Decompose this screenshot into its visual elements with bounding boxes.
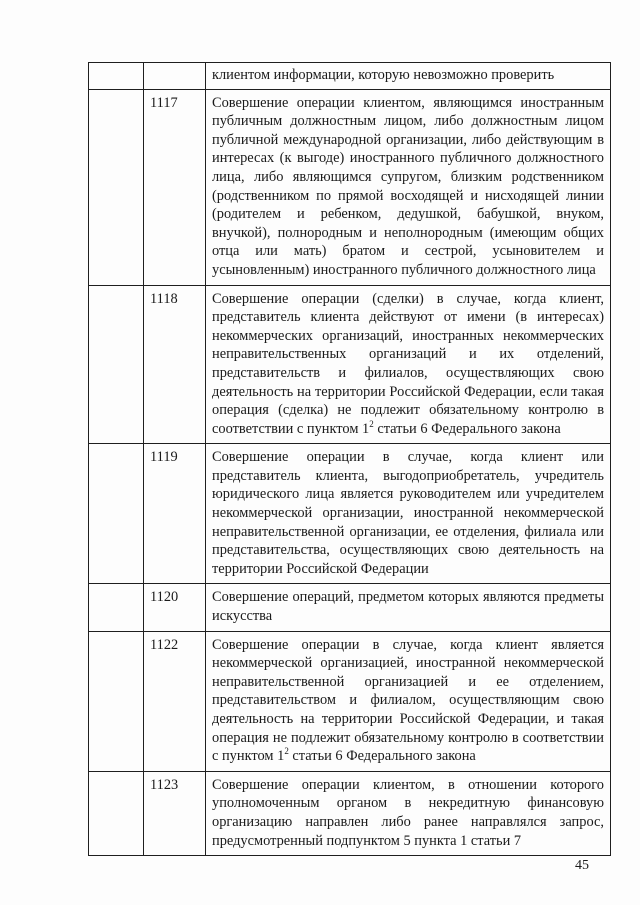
- blank-cell: [89, 631, 144, 771]
- code-cell: 1118: [144, 285, 206, 444]
- blank-cell: [89, 771, 144, 855]
- code-cell: [144, 63, 206, 90]
- blank-cell: [89, 444, 144, 584]
- table-row: [89, 771, 611, 855]
- description-text-tail: статьи 6 Федерального закона: [288, 748, 476, 765]
- description-cell: Совершение операции клиентом, в отношении которого уполномоченным органом в некредитную финансовую организацию направлен либо ранее направлялся запрос, предусмотренный подпунктом 5 пункта 1 статьи 7: [206, 771, 611, 855]
- description-text: Совершение операции в случае, когда клиент является некоммерческой организацией, иностранной некоммерческой неправительственной организацией и ее отделением, представительством и филиалом, осуществляющим свою деятельность на территории Российской Федерации, и такая операция не подлежит обязательному контролю в соответствии с пунктом 1: [212, 636, 604, 765]
- description-cell: [206, 631, 611, 771]
- description-text-tail: статьи 6 Федерального закона: [373, 420, 561, 437]
- blank-cell: [89, 63, 144, 90]
- description-cell: Совершение операции в случае, когда клиент или представитель клиента, выгодоприобретатель, учредитель юридического лица является руководителем или учредителем некоммерческой организации, иностранной некоммерческой неправительственной организации, ее отделения, филиала или представительства, осуществляющих свою деятельность на территории Российской Федерации: [206, 444, 611, 584]
- superscript: 2: [284, 746, 289, 757]
- table-row: [89, 631, 611, 771]
- blank-cell: [89, 89, 144, 285]
- description-text: Совершение операции (сделки) в случае, когда клиент, представитель клиента действуют от имени (в интересах) некоммерческих организаций, иностранных некоммерческих неправительственных организаций и их отделений, представительств и филиалов, осуществляющих свою деятельность на территории Российской Федерации, если такая операция (сделка) не подлежит обязательному контролю в соответствии с пунктом 1: [212, 290, 604, 437]
- page-number: 45: [575, 858, 589, 873]
- table-row: [89, 63, 611, 90]
- code-cell: 1120: [144, 584, 206, 631]
- code-cell: 1122: [144, 631, 206, 771]
- table-row: [89, 89, 611, 285]
- blank-cell: [89, 584, 144, 631]
- description-cell: клиентом информации, которую невозможно проверить: [206, 63, 611, 90]
- table-row: [89, 285, 611, 444]
- table-row: [89, 584, 611, 631]
- blank-cell: [89, 285, 144, 444]
- table-row: [89, 444, 611, 584]
- operation-codes-table: [88, 62, 611, 856]
- description-cell: Совершение операции клиентом, являющимся иностранным публичным должностным лицом, либо должностным лицом публичной международной организации, либо действующим в интересах (к выгоде) иностранного публичного должностного лица, либо являющимся супругом, близким родственником (родственником по прямой восходящей и нисходящей линии (родителем и ребенком, дедушкой, бабушкой, внуком, внучкой), полнородным и неполнородным (имеющим общих отца или мать) братом и сестрой, усыновителем и усыновленным) иностранного публичного должностного лица: [206, 89, 611, 285]
- superscript: 2: [369, 418, 374, 429]
- description-cell: Совершение операций, предметом которых являются предметы искусства: [206, 584, 611, 631]
- code-cell: 1119: [144, 444, 206, 584]
- description-cell: [206, 285, 611, 444]
- code-cell: 1123: [144, 771, 206, 855]
- code-cell: 1117: [144, 89, 206, 285]
